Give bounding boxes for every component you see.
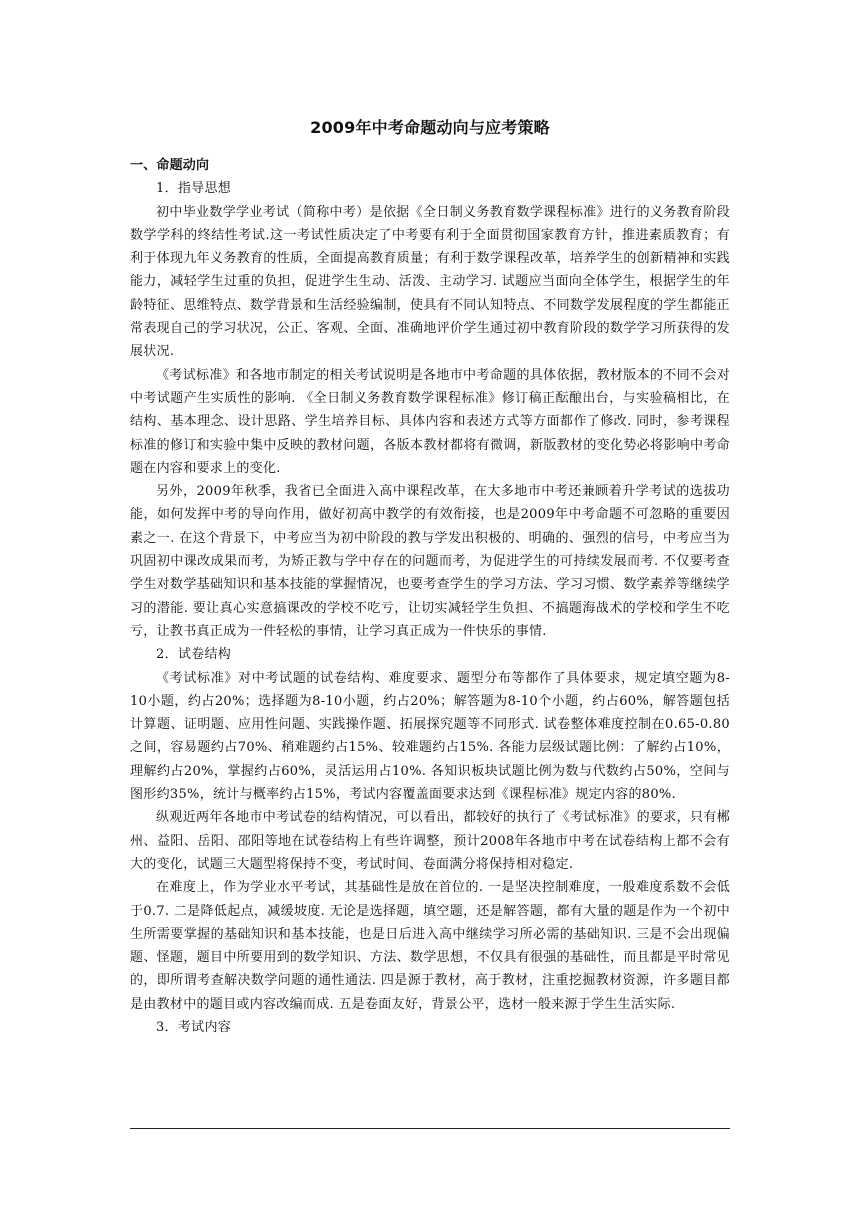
paragraph: 《考试标准》对中考试题的试卷结构、难度要求、题型分布等都作了具体要求，规定填空题为8-10小题，约占20%；选择题为8-10小题，约占20%；解答题为8-10个小题，约占60%，解答题包括计算题、证明题、应用性问题、实践操作题、拓展探究题等不同形式. 试卷整体难度控制在0.65-0.80之间，容易题约占70%、稍难题约占15%、较难题约占15%. 各能力层级试题比例：了解约占10%，理解约占20%，掌握约占60%，灵活运用占10%. 各知识板块试题比例为数与代数约占50%，空间与图形约35%，统计与概率约占15%，考试内容覆盖面要求达到《课程标准》规定内容的80%. (130, 670, 730, 803)
paragraph: 初中毕业数学学业考试（简称中考）是依据《全日制义务教育数学课程标准》进行的义务教育阶段数学学科的终结性考试.这一考试性质决定了中考要有利于全面贯彻国家教育方针，推进素质教育；有利于体现九年义务教育的性质，全面提高教育质量；有利于数学课程改革，培养学生的创新精神和实践能力，减轻学生过重的负担，促进学生生动、活泼、主动学习. 试题应当面向全体学生，根据学生的年龄特征、思维特点、数学背景和生活经验编制，使具有不同认知特点、不同数学发展程度的学生都能正常表现自己的学习状况，公正、客观、全面、准确地评价学生通过初中教育阶段的数学学习所获得的发展状况. (130, 204, 730, 360)
subsection-heading-exam-content: 3．考试内容 (156, 1019, 232, 1035)
paragraph: 在难度上，作为学业水平考试，其基础性是放在首位的. 一是坚决控制难度，一般难度系数不会低于0.7. 二是降低起点，减缓坡度. 无论是选择题，填空题，还是解答题，都有大量的题是作为一个初中生所需要掌握的基础知识和基本技能，也是日后进入高中继续学习所必需的基础知识. 三是不会出现偏题、怪题，题目中所要用到的数学知识、方法、数学思想，不仅具有很强的基础性，而且都是平时常见的，即所谓考查解决数学问题的通性通法. 四是源于教材，高于教材，注重挖掘教材资源，许多题目都是由教材中的题目或内容改编而成. 五是卷面友好，背景公平，选材一般来源于学生生活实际. (130, 880, 730, 1012)
paragraph: 另外，2009年秋季，我省已全面进入高中课程改革，在大多地市中考还兼顾着升学考试的选拔功能，如何发挥中考的导向作用，做好初高中教学的有效衔接，也是2009年中考命题不可忽略的重要因素之一. 在这个背景下，中考应当为初中阶段的教与学发出积极的、明确的、强烈的信号，中考应当为巩固初中课改成果而考，为矫正教与学中存在的问题而考，为促进学生的可持续发展而考. 不仅要考查学生对数学基础知识和基本技能的掌握情况，也要考查学生的学习方法、学习习惯、数学素养等继续学习的潜能. 要让真心实意搞课改的学校不吃亏，让切实减轻学生负担、不搞题海战术的学校和学生不吃亏，让教书真正成为一件轻松的事情，让学习真正成为一件快乐的事情. (130, 484, 730, 639)
document-title: 2009年中考命题动向与应考策略 (310, 118, 550, 137)
subsection-heading-paper-structure: 2．试卷结构 (156, 647, 232, 663)
section-heading: 一、命题动向 (130, 158, 210, 173)
paragraph: 《考试标准》和各地市制定的相关考试说明是各地市中考命题的具体依据，教材版本的不同不会对中考试题产生实质性的影响. 《全日制义务教育数学课程标准》修订稿正酝酿出台，与实验稿相比，在结构、基本理念、设计思路、学生培养目标、具体内容和表述方式等方面都作了修改. 同时，参考课程标准的修订和实验中集中反映的教材问题，各版本教材都将有微调，新版教材的变化势必将影响中考命题在内容和要求上的变化. (130, 367, 730, 476)
footer-divider (130, 1128, 730, 1129)
document-body (130, 154, 730, 1039)
paragraph: 纵观近两年各地市中考试卷的结构情况，可以看出，都较好的执行了《考试标准》的要求，只有郴州、益阳、岳阳、邵阳等地在试卷结构上有些许调整，预计2008年各地市中考在试卷结构上都不会有大的变化，试题三大题型将保持不变，考试时间、卷面满分将保持相对稳定. (130, 810, 730, 872)
subsection-heading-guiding-thought: 1．指导思想 (156, 181, 232, 197)
